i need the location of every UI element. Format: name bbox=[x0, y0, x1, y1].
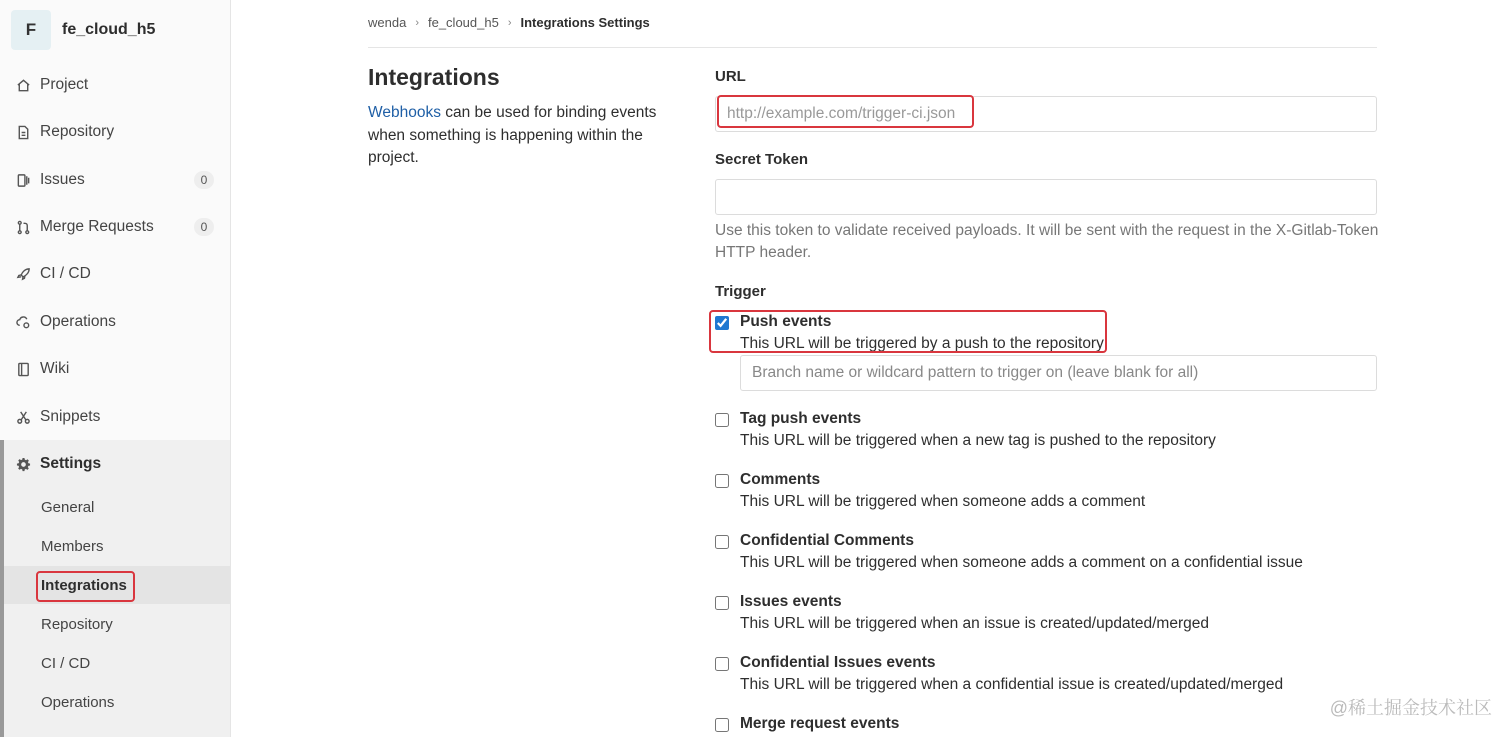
merge-requests-count-badge: 0 bbox=[194, 218, 214, 236]
secret-token-help: Use this token to validate received payloads. It will be sent with the request in the X-Gitlab-Token HTTP header. bbox=[715, 222, 1379, 261]
sidebar-item-label: Settings bbox=[40, 455, 102, 472]
trigger-description: This URL will be triggered when a new tag is pushed to the repository bbox=[740, 432, 1216, 449]
secret-token-input[interactable] bbox=[715, 179, 1377, 215]
sidebar-item-merge-requests[interactable] bbox=[0, 207, 230, 247]
sub-item-label: CI / CD bbox=[41, 654, 91, 672]
sidebar-item-label: Project bbox=[40, 76, 89, 93]
doc-icon bbox=[15, 124, 31, 140]
page-description bbox=[368, 102, 663, 170]
breadcrumb bbox=[368, 15, 650, 30]
trigger-title: Confidential Issues events bbox=[740, 654, 936, 671]
project-avatar: F bbox=[11, 10, 51, 50]
cloud-gear-icon bbox=[15, 314, 31, 330]
issues-count-badge: 0 bbox=[194, 171, 214, 189]
home-icon bbox=[15, 77, 31, 93]
sidebar-item-operations[interactable] bbox=[0, 302, 230, 342]
sub-item-label: General bbox=[41, 498, 95, 516]
book-icon bbox=[15, 361, 31, 377]
sidebar-item-label: CI / CD bbox=[40, 265, 91, 282]
breadcrumb-item-project[interactable]: fe_cloud_h5 bbox=[427, 15, 499, 30]
sidebar-item-issues[interactable] bbox=[0, 160, 230, 200]
trigger-title: Comments bbox=[740, 471, 821, 488]
watermark: @稀土掘金技术社区 bbox=[1329, 698, 1492, 718]
settings-sub-ci-cd[interactable] bbox=[4, 644, 230, 682]
secret-token-label: Secret Token bbox=[715, 151, 809, 168]
sidebar-item-label: Issues bbox=[40, 171, 85, 188]
header-divider bbox=[368, 47, 1377, 48]
confidential-comments-checkbox[interactable] bbox=[715, 535, 729, 549]
sidebar-item-label: Repository bbox=[40, 123, 115, 140]
trigger-description: This URL will be triggered when an issue is created/updated/merged bbox=[740, 615, 1209, 632]
breadcrumb-item-current[interactable]: Integrations Settings bbox=[520, 15, 650, 30]
branch-filter-input[interactable] bbox=[740, 355, 1377, 391]
settings-sub-general[interactable] bbox=[4, 488, 230, 526]
page-title: Integrations bbox=[368, 64, 500, 90]
issues-events-checkbox[interactable] bbox=[715, 596, 729, 610]
push-events-checkbox[interactable] bbox=[715, 316, 729, 330]
sidebar-item-wiki[interactable] bbox=[0, 349, 230, 389]
sidebar-item-label: Merge Requests bbox=[40, 218, 154, 235]
trigger-description: This URL will be triggered when a confidential issue is created/updated/merged bbox=[740, 676, 1284, 693]
trigger-description: This URL will be triggered when someone adds a comment on a confidential issue bbox=[740, 554, 1303, 571]
url-input[interactable] bbox=[715, 96, 1377, 132]
merge-request-events-checkbox[interactable] bbox=[715, 718, 729, 732]
trigger-title: Merge request events bbox=[740, 715, 900, 732]
sub-item-label: Repository bbox=[41, 615, 113, 633]
settings-sub-repository[interactable] bbox=[4, 605, 230, 643]
scissors-icon bbox=[15, 409, 31, 425]
merge-icon bbox=[15, 219, 31, 235]
gear-icon bbox=[15, 456, 31, 472]
rocket-icon bbox=[15, 266, 31, 282]
trigger-description: This URL will be triggered by a push to the repository bbox=[740, 335, 1104, 352]
description-text: can be used for binding events when something is happening within the project. bbox=[368, 104, 657, 166]
webhooks-link[interactable]: Webhooks bbox=[368, 104, 441, 121]
project-name: fe_cloud_h5 bbox=[62, 21, 156, 38]
sub-item-label: Operations bbox=[41, 693, 115, 711]
sidebar-item-project[interactable] bbox=[0, 65, 230, 105]
trigger-title: Issues events bbox=[740, 593, 842, 610]
sidebar bbox=[0, 0, 231, 737]
settings-sub-members[interactable] bbox=[4, 527, 230, 565]
chevron-right-icon: › bbox=[415, 16, 419, 29]
sidebar-item-repository[interactable] bbox=[0, 112, 230, 152]
sidebar-item-label: Operations bbox=[40, 313, 116, 330]
sidebar-item-label: Snippets bbox=[40, 408, 101, 425]
sidebar-item-label: Wiki bbox=[40, 360, 70, 377]
sub-item-label: Integrations bbox=[41, 576, 127, 594]
sub-item-label: Members bbox=[41, 537, 104, 555]
tag-push-events-checkbox[interactable] bbox=[715, 413, 729, 427]
trigger-title: Confidential Comments bbox=[740, 532, 914, 549]
trigger-description: This URL will be triggered when someone adds a comment bbox=[740, 493, 1146, 510]
project-header[interactable] bbox=[0, 0, 230, 60]
sidebar-item-snippets[interactable] bbox=[0, 397, 230, 437]
comments-checkbox[interactable] bbox=[715, 474, 729, 488]
chevron-right-icon: › bbox=[507, 16, 512, 29]
sidebar-item-settings[interactable] bbox=[0, 444, 230, 484]
settings-sub-operations[interactable] bbox=[4, 683, 230, 721]
trigger-label: Trigger bbox=[715, 283, 766, 300]
breadcrumb-item-namespace[interactable]: wenda bbox=[368, 15, 407, 30]
trigger-title: Tag push events bbox=[740, 410, 862, 427]
issues-icon bbox=[15, 172, 31, 188]
confidential-issues-events-checkbox[interactable] bbox=[715, 657, 729, 671]
sidebar-item-ci-cd[interactable] bbox=[0, 254, 230, 294]
trigger-title: Push events bbox=[740, 313, 832, 330]
settings-sub-integrations[interactable] bbox=[4, 566, 230, 604]
url-label: URL bbox=[715, 68, 746, 85]
